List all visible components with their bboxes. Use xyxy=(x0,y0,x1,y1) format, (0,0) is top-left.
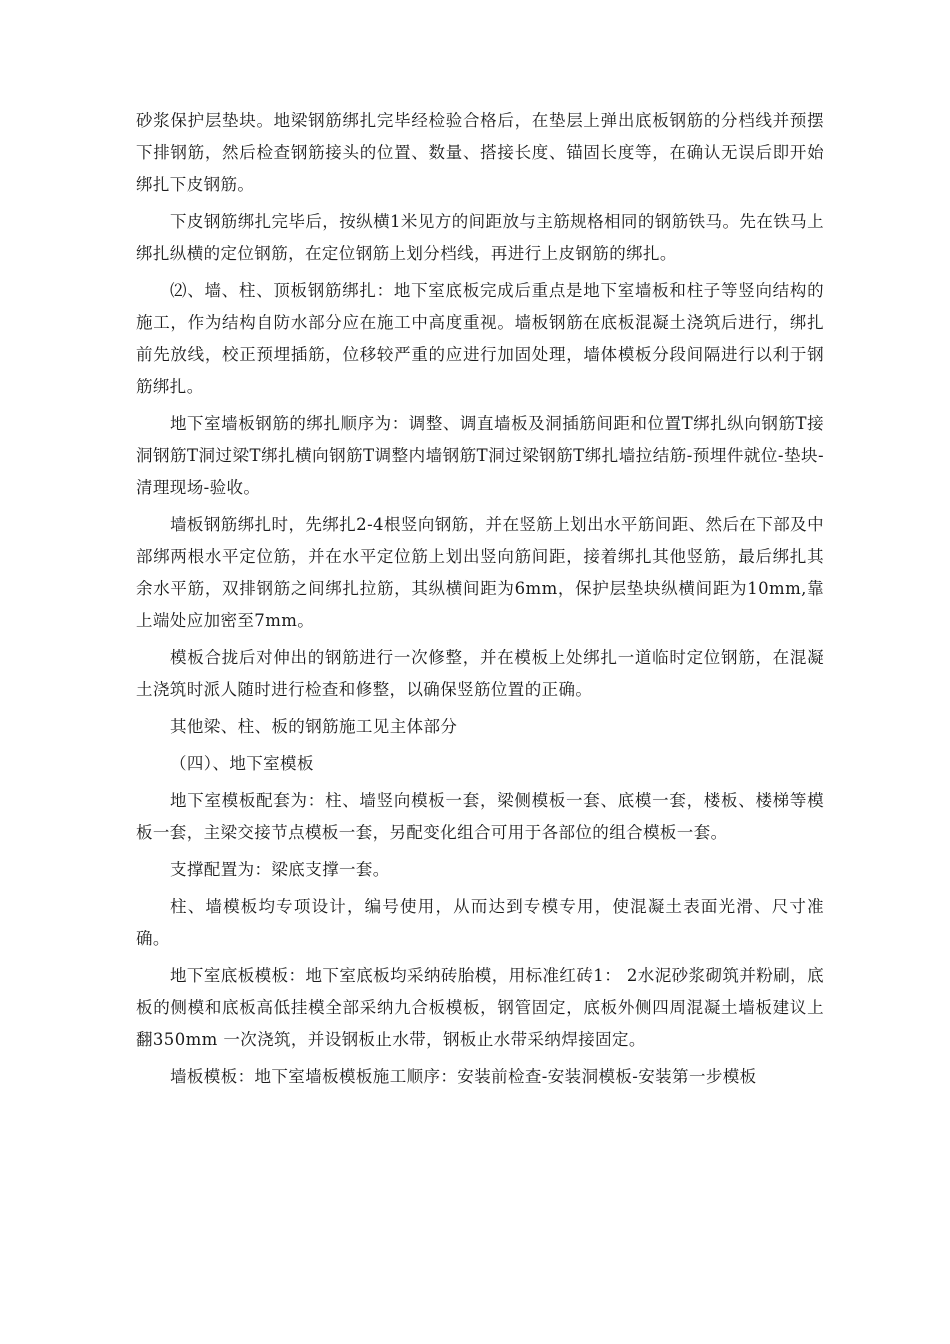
paragraph-wall-column-rebar: ⑵、墙、柱、顶板钢筋绑扎：地下室底板完成后重点是地下室墙板和柱子等竖向结构的施工，作为结构自防水部分应在施工中高度重视。墙板钢筋在底板混凝土浇筑后进行，绑扎前先放线，校正预埋插筋，位移较严重的应进行加固处理，墙体模板分段间隔进行以利于钢筋绑扎。 xyxy=(136,281,824,396)
paragraph-base-slab-formwork: 地下室底板模板：地下室底板均采纳砖胎模，用标准红砖1： 2水泥砂浆砌筑并粉刷，底板的侧模和底板高低挂模全部采纳九合板模板，钢管固定，底板外侧四周混凝土墙板建议上翻350mm 一次浇筑，并设钢板止水带，钢板止水带采纳焊接固定。 xyxy=(136,966,824,1049)
paragraph-binding-sequence: 地下室墙板钢筋的绑扎顺序为：调整、调直墙板及洞插筋间距和位置T绑扎纵向钢筋T接洞钢筋T洞过梁T绑扎横向钢筋T调整内墙钢筋T洞过梁钢筋T绑扎墙拉结筋-预埋件就位-垫块-清理现场-验收。 xyxy=(136,414,824,497)
section-heading-basement-formwork: （四）、地下室模板 xyxy=(170,754,314,773)
paragraph-other-rebar: 其他梁、柱、板的钢筋施工见主体部分 xyxy=(170,717,458,736)
paragraph-wall-formwork: 墙板模板：地下室墙板模板施工顺序：安装前检查-安装洞模板-安装第一步模板 xyxy=(170,1067,757,1086)
paragraph-support-config: 支撑配置为：梁底支撑一套。 xyxy=(170,860,390,879)
paragraph-formwork-trim: 模板合拢后对伸出的钢筋进行一次修整，并在模板上处绑扎一道临时定位钢筋，在混凝土浇筑时派人随时进行检查和修整，以确保竖筋位置的正确。 xyxy=(136,648,824,699)
paragraph-1-continuation: 砂浆保护层垫块。地梁钢筋绑扎完毕经检验合格后，在垫层上弹出底板钢筋的分档线并预摆下排钢筋，然后检查钢筋接头的位置、数量、搭接长度、锚固长度等，在确认无误后即开始绑扎下皮钢筋。 xyxy=(136,111,824,194)
document-body xyxy=(136,105,824,1098)
paragraph-lower-rebar: 下皮钢筋绑扎完毕后，按纵横1米见方的间距放与主筋规格相同的钢筋铁马。先在铁马上绑扎纵横的定位钢筋，在定位钢筋上划分档线，再进行上皮钢筋的绑扎。 xyxy=(136,212,824,263)
paragraph-wall-rebar-binding: 墙板钢筋绑扎时，先绑扎2-4根竖向钢筋，并在竖筋上划出水平筋间距、然后在下部及中部绑两根水平定位筋，并在水平定位筋上划出竖向筋间距，接着绑扎其他竖筋，最后绑扎其余水平筋，双排钢筋之间绑扎拉筋，其纵横间距为6mm，保护层垫块纵横间距为10mm,靠上端处应加密至7mm。 xyxy=(136,515,824,630)
paragraph-column-wall-formwork: 柱、墙模板均专项设计，编号使用，从而达到专模专用，使混凝土表面光滑、尺寸准确。 xyxy=(136,897,824,948)
paragraph-formwork-sets: 地下室模板配套为：柱、墙竖向模板一套，梁侧模板一套、底模一套，楼板、楼梯等模板一套，主梁交接节点模板一套，另配变化组合可用于各部位的组合模板一套。 xyxy=(136,791,824,842)
